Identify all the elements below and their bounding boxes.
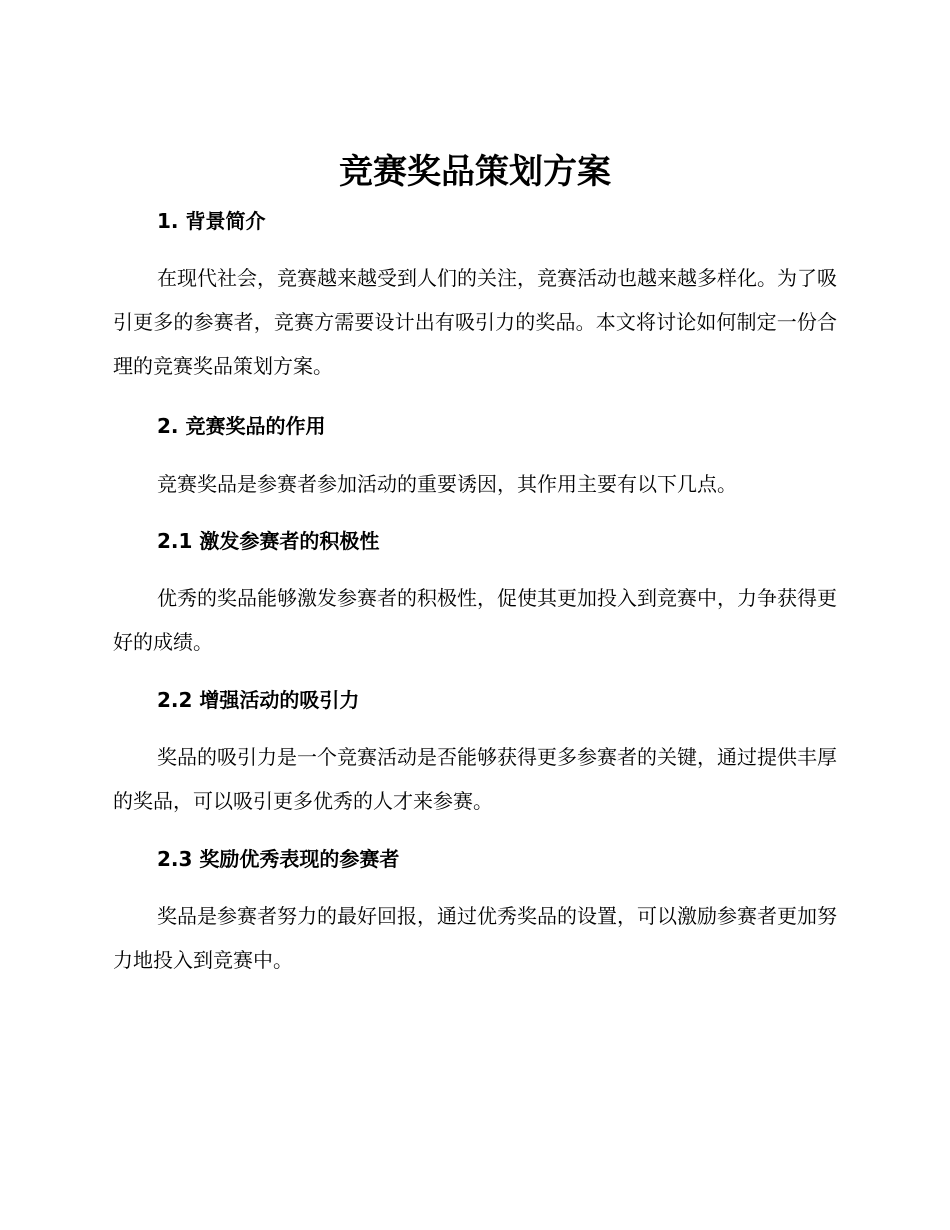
section-paragraph-prize-role: 竞赛奖品是参赛者参加活动的重要诱因，其作用主要有以下几点。 — [157, 472, 737, 496]
section-paragraph-reward: 奖品是参赛者努力的最好回报，通过优秀奖品的设置，可以激励参赛者更加努力地投入到竞赛中。 — [113, 904, 837, 972]
section-heading-prize-role: 2. 竞赛奖品的作用 — [157, 414, 326, 438]
section-heading-motivation: 2.1 激发参赛者的积极性 — [157, 529, 380, 553]
section-heading-attraction: 2.2 增强活动的吸引力 — [157, 688, 360, 712]
section-heading-background: 1. 背景简介 — [157, 209, 266, 233]
section-paragraph-motivation: 优秀的奖品能够激发参赛者的积极性，促使其更加投入到竞赛中，力争获得更好的成绩。 — [113, 586, 837, 654]
section-heading-reward: 2.3 奖励优秀表现的参赛者 — [157, 847, 400, 871]
document-title: 竞赛奖品策划方案 — [339, 152, 611, 192]
section-paragraph-background: 在现代社会，竞赛越来越受到人们的关注，竞赛活动也越来越多样化。为了吸引更多的参赛者，竞赛方需要设计出有吸引力的奖品。本文将讨论如何制定一份合理的竞赛奖品策划方案。 — [113, 266, 837, 378]
section-paragraph-attraction: 奖品的吸引力是一个竞赛活动是否能够获得更多参赛者的关键，通过提供丰厚的奖品，可以吸引更多优秀的人才来参赛。 — [113, 745, 837, 813]
